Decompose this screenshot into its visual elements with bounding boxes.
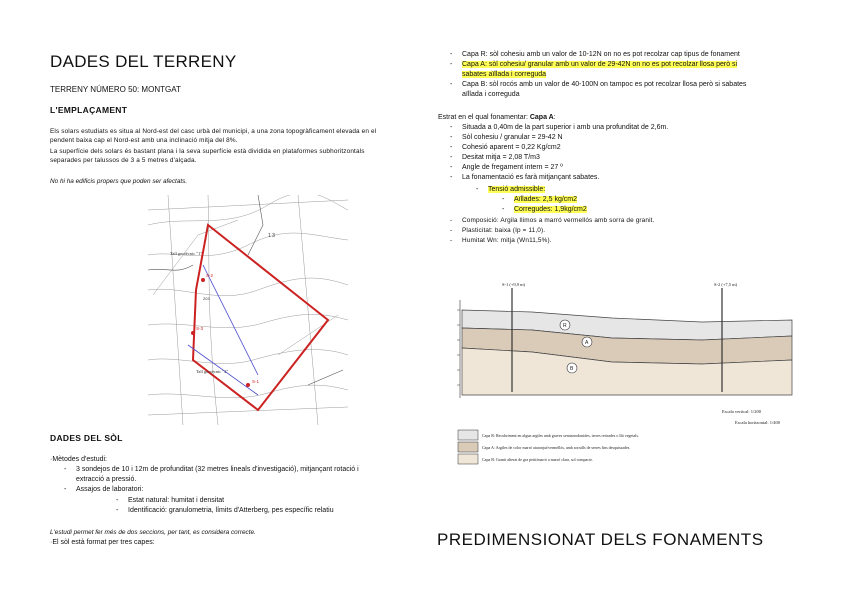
estrat-item: - Sòl cohesiu / granular = 29-42 N: [462, 133, 782, 143]
estrat-item: - Desitat mitja = 2,08 T/m3: [462, 153, 782, 163]
map-label-s1: S-1: [252, 379, 260, 384]
tensio-admissible: - Tensió admissible:: [488, 185, 688, 195]
section-layer-b: B: [570, 366, 574, 372]
map-label-s3: S-3: [196, 326, 204, 331]
site-map: [148, 195, 348, 425]
predimensionat-title: PREDIMENSIONAT DELS FONAMENTS: [437, 530, 764, 549]
emplacament-para1-line2: pendent baixa cap el Nord-est amb una inclinació mitja del 8%.: [50, 137, 238, 144]
sol-methods: ·Mètodes d'estudi:: [50, 456, 107, 463]
section-scale-vertical: Escala vertical: 1/200: [722, 409, 761, 414]
section-layer-r: R: [563, 323, 567, 329]
estrat-plasticitat: - Plasticitat: baixa (Ip = 11,0).: [462, 226, 782, 236]
estrat-item: - La fonamentació es farà mitjançant sabates.: [462, 173, 782, 183]
terrain-subtitle: TERRENY NÚMERO 50: MONTGAT: [50, 85, 181, 94]
estrat-properties-list: [462, 123, 782, 183]
geotechnical-section: [452, 280, 800, 470]
map-label-s2: S-2: [206, 273, 214, 278]
section-scale-horizontal: Escala horitzontal: 1/400: [735, 420, 780, 425]
estrat-item: - Situada a 0,40m de la part superior i amb una profunditat de 2,6m.: [462, 123, 782, 133]
map-label-section1: Tall geotècnic "1": [170, 251, 203, 256]
map-label-mark1: 203: [203, 296, 210, 301]
emplacament-note: No hi ha edificis propers que poden ser afectats.: [50, 178, 188, 185]
capa-r-item: - Capa R: sòl cohesiu amb un valor de 10-12N on no es pot recolzar cap tipus de fonament: [462, 50, 792, 60]
legend-capa-a: Capa A: Argiles de color marró ataronjat/vermellós, amb sorralls de serres fins desquissades.: [482, 445, 631, 450]
map-label-section2: Tall geotècnic "2": [196, 369, 229, 374]
sol-item-assajos: - Assajos de laboratori:: [76, 485, 406, 495]
map-label-coord: 1 3: [268, 233, 275, 239]
emplacament-para2-line2: separades per talussos de 3 a 5 metres d'alçada.: [50, 157, 197, 164]
emplacament-para1-line1: Els solars estudiats es situa al Nord-est del casc urbà del municipi, a una zona topogràficament elevada en el: [50, 128, 377, 135]
estrat-item: - Cohesió aparent = 0,22 Kg/cm2: [462, 143, 782, 153]
estrat-humitat: - Humitat Wn: mitja (Wn11,5%).: [462, 236, 782, 246]
sol-subitem-estat: - Estat natural: humitat i densitat: [128, 496, 408, 506]
section-heading-emplacament: L'EMPLAÇAMENT: [50, 105, 128, 115]
tensio-corregudes: - Corregudes: 1,9kg/cm2: [514, 205, 714, 215]
emplacament-para2-line1: La superfície dels solars és bastant plana i la seva superfície està dividida en plataformes subhoritzontals: [50, 148, 365, 155]
sol-subitem-identificacio: - Identificació: granulometria, límits d'Atterberg, pes específic relatiu: [128, 506, 408, 516]
estrat-intro: Estrat en el qual fonamentar: Capa A:: [438, 114, 556, 121]
section-label-s2: S-2 (+7,5 m): [714, 282, 738, 287]
section-heading-sol: DADES DEL SÒL: [50, 433, 123, 443]
page-title: DADES DEL TERRENY: [50, 52, 237, 71]
tensio-aillades: - Aïllades: 2,5 kg/cm2: [514, 195, 714, 205]
sol-layers-intro: ·El sòl està format per tres capes:: [50, 539, 155, 546]
legend-capa-r: Capa R: Recobriment en algun argiles amb graves semiarrodonides, terres retirades o llit vegetals.: [482, 433, 639, 438]
sol-note: L'estudi permet fer més de dos seccions, per tant, es considera correcte.: [50, 529, 256, 536]
estrat-composicio: - Composició: Argila llimos a marró vermellós amb sorra de granit.: [462, 216, 782, 226]
capa-a-item: - Capa A: sòl cohesiu/ granular amb un valor de 29-42N on no es pot recolzar llosa però si sabates aïllada i correguda: [462, 60, 792, 80]
section-layer-a: A: [585, 340, 589, 346]
estrat-item: - Angle de fregament intern = 27 º: [462, 163, 782, 173]
section-label-s1: S-1 (+9,9 m): [502, 282, 526, 287]
legend-capa-b: Capa B: Granit alterat de gra petit/marró a marró clara, sol compacte.: [482, 457, 593, 462]
capa-b-item: - Capa B: sòl rocós amb un valor de 40-100N on tampoc es pot recolzar llosa però si sabates aïllada i correguda: [462, 80, 792, 100]
sol-item-sondejos: - 3 sondejos de 10 i 12m de profunditat (32 metres lineals d'investigació), mitjançant rotació i extracció a pressió.: [76, 465, 406, 485]
